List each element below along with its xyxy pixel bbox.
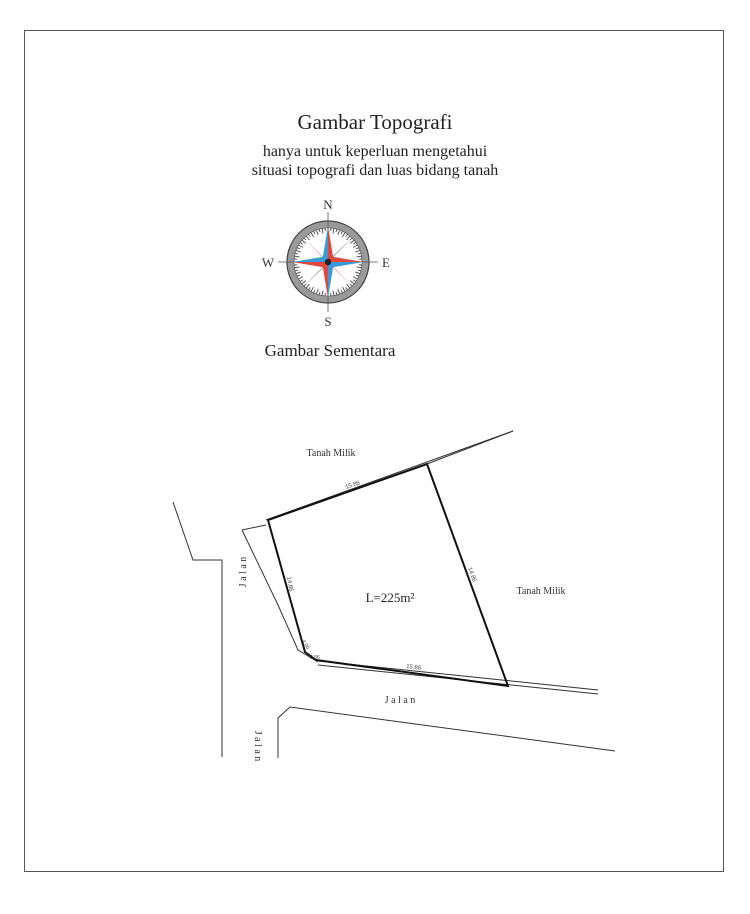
subtitle-line-1: hanya untuk keperluan mengetahui — [262, 143, 488, 160]
compass-label-n: N — [323, 197, 333, 212]
road-left-corner-top — [242, 525, 266, 530]
road-left-edge — [173, 502, 222, 757]
label-jalan-left-bottom: J a l a n — [252, 730, 263, 762]
dimension-bottom: 15.86 — [405, 664, 422, 672]
compass-center-pin — [325, 259, 331, 265]
compass-rose-icon — [262, 197, 390, 329]
label-jalan-bottom: J a l a n — [384, 695, 416, 706]
subtitle-line-2: situasi topografi dan luas bidang tanah — [251, 162, 499, 179]
label-tanah-milik-right: Tanah Milik — [516, 586, 566, 597]
label-jalan-left-top: J a l a n — [238, 556, 249, 588]
dimension-corner: 4.00 — [300, 639, 311, 651]
dimension-corner-2: 0.86 — [310, 655, 320, 661]
caption-gambar-sementara: Gambar Sementara — [264, 341, 396, 360]
road-bottom-lower-edge — [278, 707, 615, 758]
compass-label-e: E — [382, 255, 390, 270]
dimension-top: 15.86 — [344, 480, 361, 491]
dimension-left: 14.86 — [285, 576, 294, 593]
page-title: Gambar Topografi — [297, 110, 453, 134]
label-tanah-milik-top: Tanah Milik — [306, 448, 356, 459]
compass-label-s: S — [324, 314, 332, 329]
boundary-top-right-line — [427, 431, 513, 464]
parcel-area-label: L=225m² — [365, 590, 415, 605]
dimension-right: 14.86 — [466, 566, 477, 583]
compass-label-w: W — [261, 255, 275, 270]
